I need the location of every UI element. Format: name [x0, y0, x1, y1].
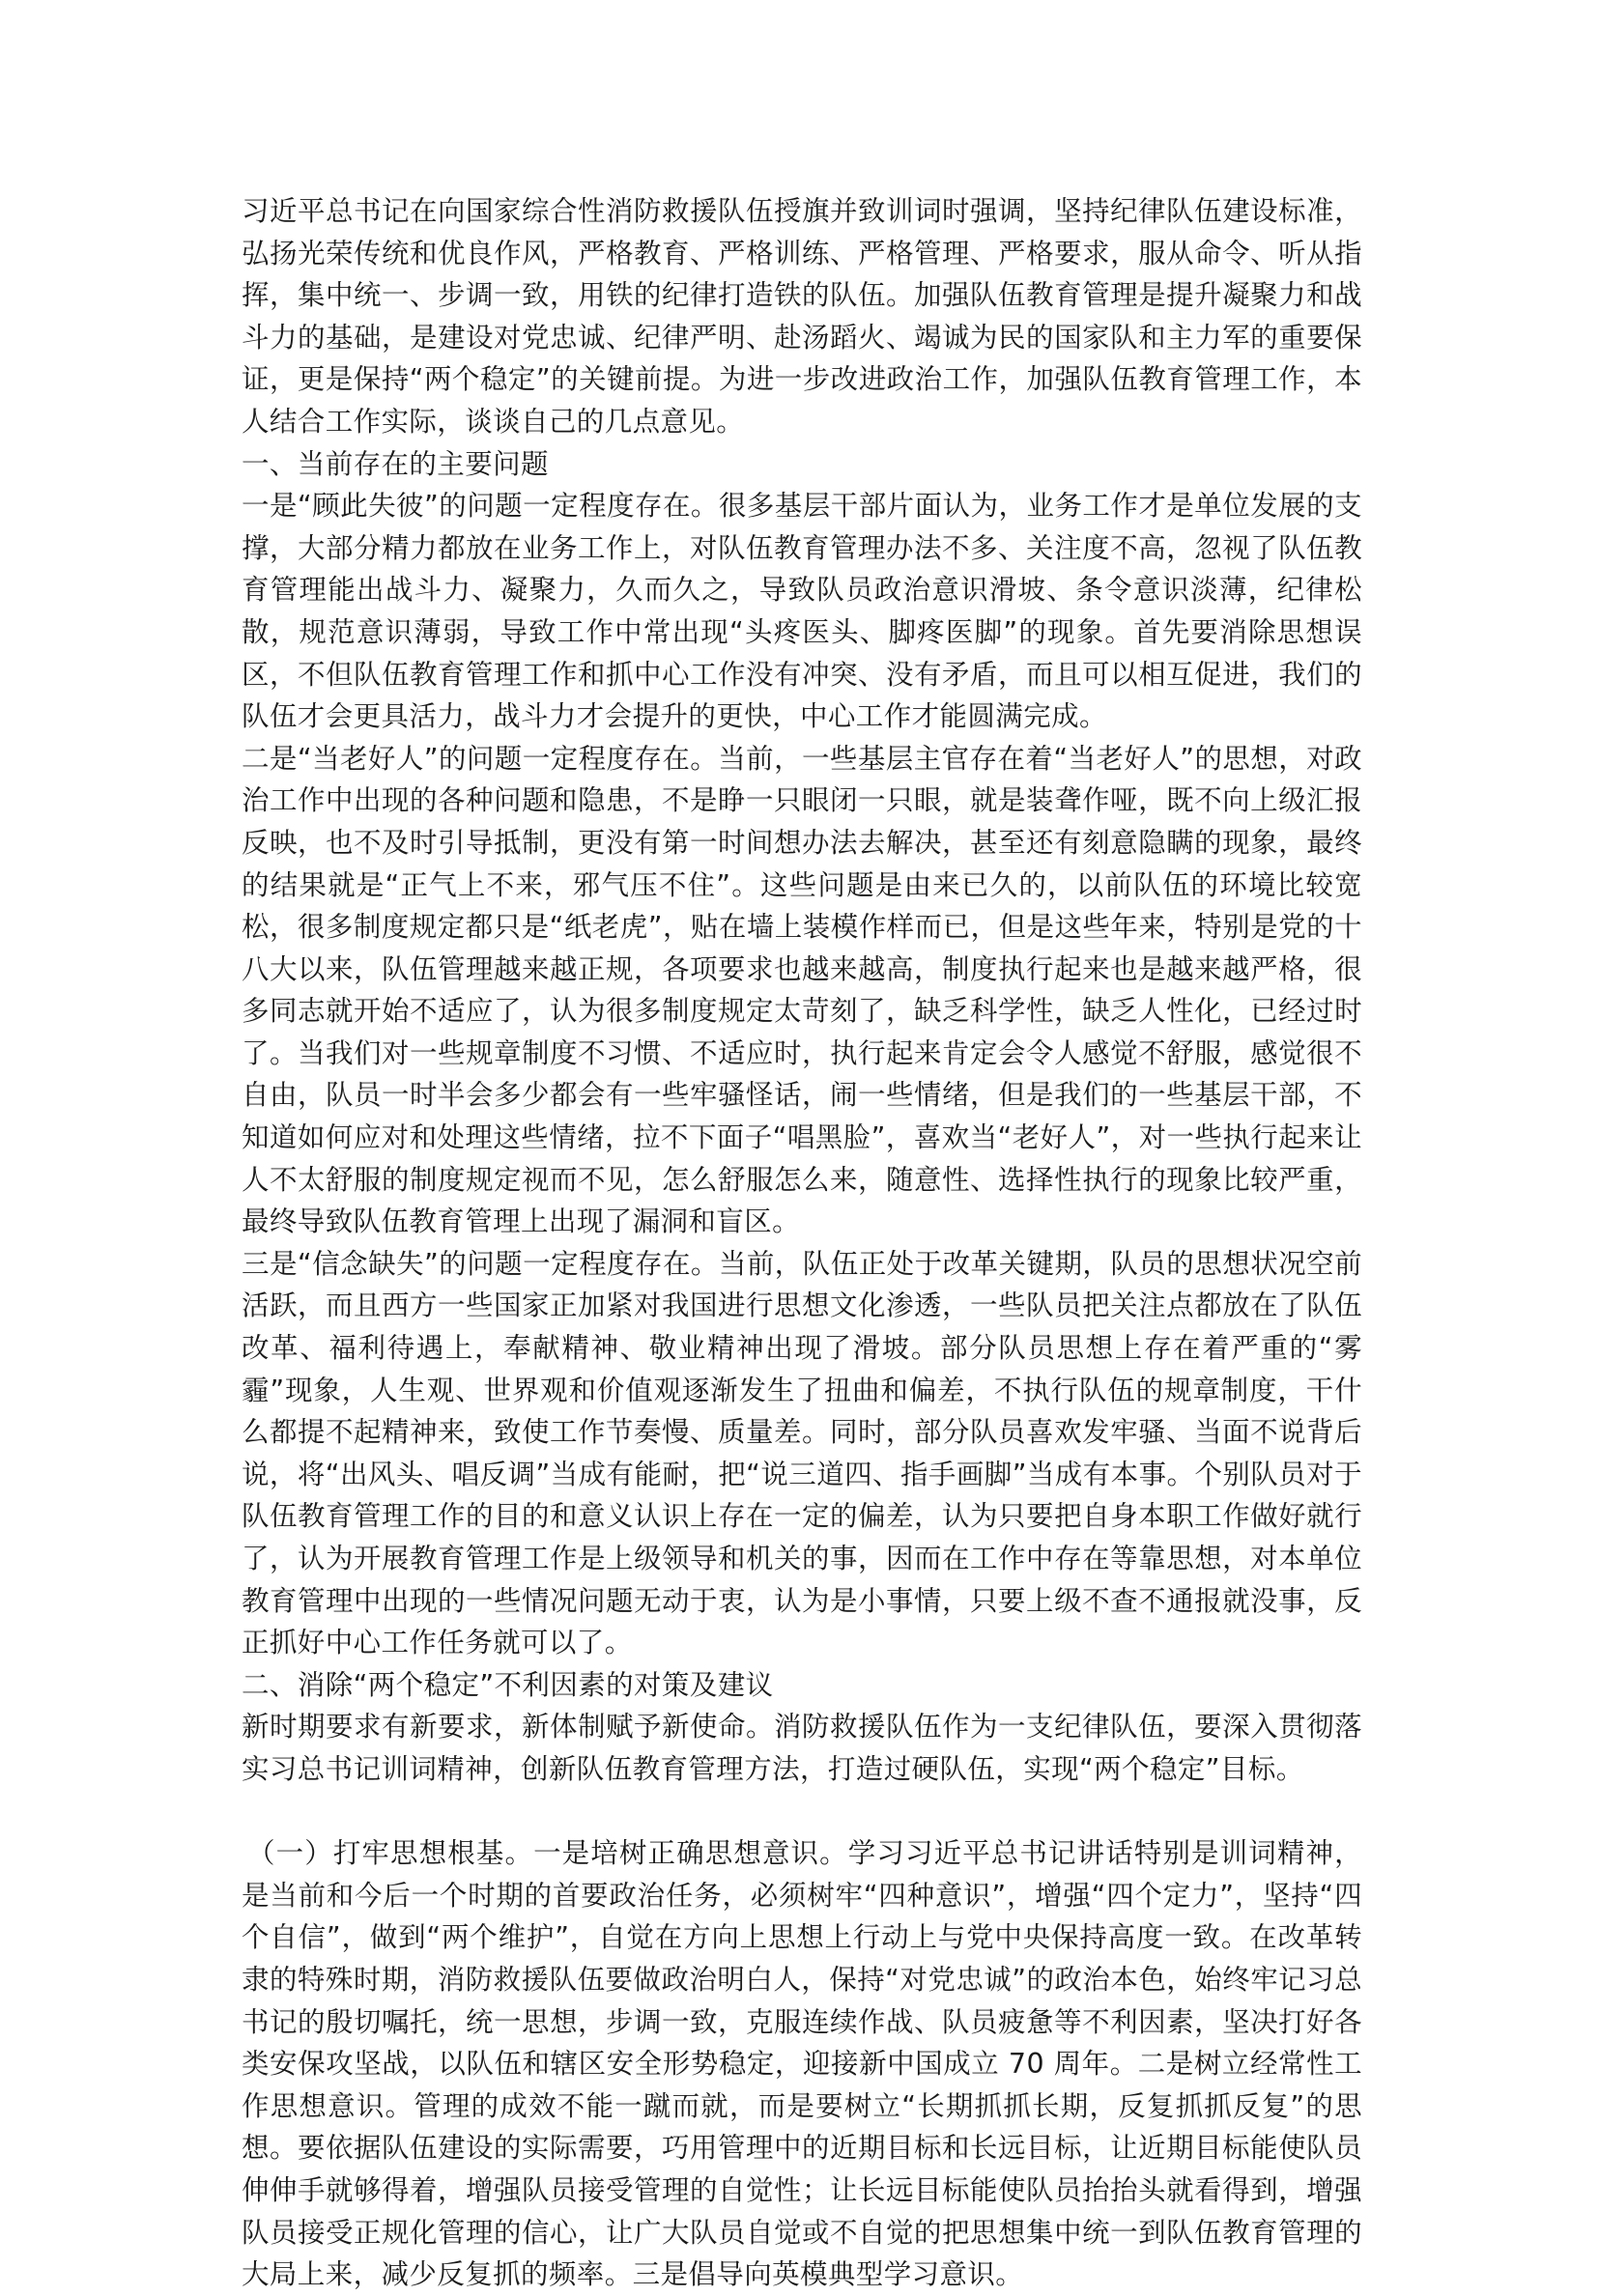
measure-paragraph-1: （一）打牢思想根基。一是培树正确思想意识。学习习近平总书记讲话特别是训词精神，是当前和今后一个时期的首要政治任务，必须树牢“四种意识”，增强“四个定力”，坚持“四个自信”，做到“两个维护”，自觉在方向上思想上行动上与党中央保持高度一致。在改革转隶的特殊时期，消防救援队伍要做政治明白人，保持“对党忠诚”的政治本色，始终牢记习总书记的殷切嘱托，统一思想，步调一致，克服连续作战、队员疲惫等不利因素，坚决打好各类安保攻坚战，以队伍和辖区安全形势稳定，迎接新中国成立 70 周年。二是树立经常性工作思想意识。管理的成效不能一蹴而就，而是要树立“长期抓抓长期，反复抓抓反复”的思想。要依据队伍建设的实际需要，巧用管理中的近期目标和长远目标，让近期目标能使队员伸伸手就够得着，增强队员接受管理的自觉性；让长远目标能使队员抬抬头就看得到，增强队员接受正规化管理的信心，让广大队员自觉或不自觉的把思想集中统一到队伍教育管理的大局上来，减少反复抓的频率。三是倡导向英模典型学习意识。 [242, 1837, 1362, 2291]
problem-paragraph-2: 二是“当老好人”的问题一定程度存在。当前，一些基层主官存在着“当老好人”的思想，对政治工作中出现的各种问题和隐患，不是睁一只眼闭一只眼，就是装聋作哑，既不向上级汇报反映，也不及时引导抵制，更没有第一时间想办法去解决，甚至还有刻意隐瞒的现象，最终的结果就是“正气上不来，邪气压不住”。这些问题是由来已久的，以前队伍的环境比较宽松，很多制度规定都只是“纸老虎”，贴在墙上装模作样而已，但是这些年来，特别是党的十八大以来，队伍管理越来越正规，各项要求也越来越高，制度执行起来也是越来越严格，很多同志就开始不适应了，认为很多制度规定太苛刻了，缺乏科学性，缺乏人性化，已经过时了。当我们对一些规章制度不习惯、不适应时，执行起来肯定会令人感觉不舒服，感觉很不自由，队员一时半会多少都会有一些牢骚怪话，闹一些情绪，但是我们的一些基层干部，不知道如何应对和处理这些情绪，拉不下面子“唱黑脸”，喜欢当“老好人”，对一些执行起来让人不太舒服的制度规定视而不见，怎么舒服怎么来，随意性、选择性执行的现象比较严重，最终导致队伍教育管理上出现了漏洞和盲区。 [242, 742, 1362, 1238]
problem-paragraph-3: 三是“信念缺失”的问题一定程度存在。当前，队伍正处于改革关键期，队员的思想状况空前活跃，而且西方一些国家正加紧对我国进行思想文化渗透，一些队员把关注点都放在了队伍改革、福利待遇上，奉献精神、敬业精神出现了滑坡。部分队员思想上存在着严重的“雾霾”现象，人生观、世界观和价值观逐渐发生了扭曲和偏差，不执行队伍的规章制度，干什么都提不起精神来，致使工作节奏慢、质量差。同时，部分队员喜欢发牢骚、当面不说背后说，将“出风头、唱反调”当成有能耐，把“说三道四、指手画脚”当成有本事。个别队员对于队伍教育管理工作的目的和意义认识上存在一定的偏差，认为只要把自身本职工作做好就行了，认为开展教育管理工作是上级领导和机关的事，因而在工作中存在等靠思想，对本单位教育管理中出现的一些情况问题无动于衷，认为是小事情，只要上级不查不通报就没事，反正抓好中心工作任务就可以了。 [242, 1247, 1362, 1659]
intro-paragraph: 习近平总书记在向国家综合性消防救援队伍授旗并致训词时强调，坚持纪律队伍建设标准，弘扬光荣传统和优良作风，严格教育、严格训练、严格管理、严格要求，服从命令、听从指挥，集中统一、步调一致，用铁的纪律打造铁的队伍。加强队伍教育管理是提升凝聚力和战斗力的基础，是建设对党忠诚、纪律严明、赴汤蹈火、竭诚为民的国家队和主力军的重要保证，更是保持“两个稳定”的关键前提。为进一步改进政治工作，加强队伍教育管理工作，本人结合工作实际，谈谈自己的几点意见。 [242, 195, 1362, 438]
section-heading-measures: 二、消除“两个稳定”不利因素的对策及建议 [242, 1668, 774, 1701]
problem-paragraph-1: 一是“顾此失彼”的问题一定程度存在。很多基层干部片面认为，业务工作才是单位发展的支撑，大部分精力都放在业务工作上，对队伍教育管理办法不多、关注度不高，忽视了队伍教育管理能出战斗力、凝聚力，久而久之，导致队员政治意识滑坡、条令意识淡薄，纪律松散，规范意识薄弱，导致工作中常出现“头疼医头、脚疼医脚”的现象。首先要消除思想误区，不但队伍教育管理工作和抓中心工作没有冲突、没有矛盾，而且可以相互促进，我们的队伍才会更具活力，战斗力才会提升的更快，中心工作才能圆满完成。 [242, 490, 1362, 733]
blank-line [242, 1791, 1362, 1833]
section-heading-problems: 一、当前存在的主要问题 [242, 447, 549, 480]
document-body [242, 190, 1362, 2296]
measures-intro-paragraph: 新时期要求有新要求，新体制赋予新使命。消防救援队伍作为一支纪律队伍，要深入贯彻落实习总书记训词精神，创新队伍教育管理方法，打造过硬队伍，实现“两个稳定”目标。 [242, 1711, 1362, 1785]
